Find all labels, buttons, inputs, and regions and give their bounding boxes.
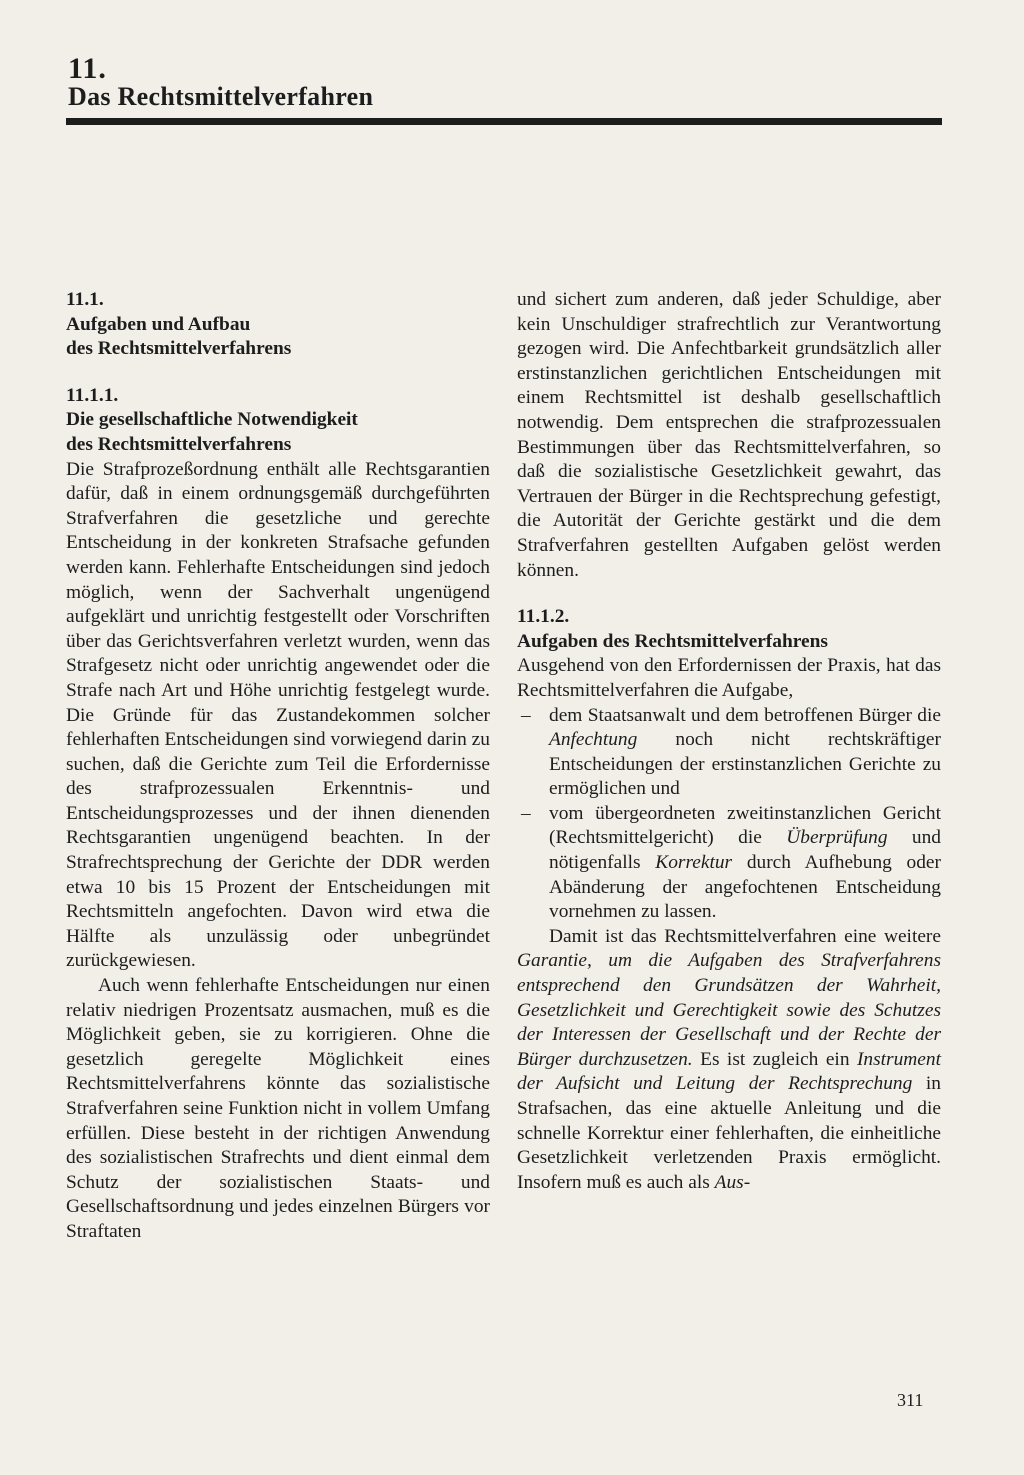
list-item-emphasis: Korrektur xyxy=(655,852,733,874)
list-item xyxy=(517,704,941,802)
body-paragraph-1: Die Strafprozeßordnung enthält alle Rechtsgarantien dafür, daß in einem ordnungsgemäß durchgeführten Strafverfahren die gesetzliche und gerechte Entscheidung in der konkreten Strafsache gefunden werden kann. Fehlerhafte Entscheidungen sind jedoch möglich, wenn der Sachverhalt ungenügend aufgeklärt und unrichtig festgestellt oder Vorschriften über das Gerichtsverfahren verletzt wurden, wenn das Strafgesetz nicht oder unrichtig angewendet oder die Strafe nach Art und Höhe unrichtig festgelegt wurde. Die Gründe für das Zustandekommen solcher fehlerhaften Entscheidungen sind vorwiegend darin zu suchen, daß die Gerichte zum Teil die Erfordernisse des strafprozessualen Erkenntnis- und Entscheidungsprozesses und der ihnen dienenden Rechtsgarantien ungenügend beachten. In der Strafrechtsprechung der Gerichte der DDR werden etwa 10 bis 15 Prozent der Entscheidungen mit Rechtsmitteln angefochten. Davon wird etwa die Hälfte als unzulässig oder unbegründet zurückgewiesen. xyxy=(66,458,490,972)
chapter-title: Das Rechtsmittelverfahren xyxy=(68,82,374,111)
paragraph-emphasis: Aus- xyxy=(714,1171,751,1193)
paragraph-emphasis: Instrument der Aufsicht und Leitung der Rechtsprechung xyxy=(517,1048,941,1095)
paragraph-emphasis: Garantie, um die Aufgaben des Strafverfahrens entsprechend den Grundsätzen der Wahrheit, Gesetzlichkeit und Gerechtigkeit sowie des Schutzes der Interessen der Gesellschaft und der Rechte der Bürger durchzusetzen. xyxy=(517,950,941,1070)
subsection-heading-1 xyxy=(66,384,490,458)
chapter-rule-divider xyxy=(66,118,942,125)
right-column xyxy=(517,288,941,1195)
subsection-title-1-line1: Die gesellschaftliche Notwendigkeit xyxy=(66,409,358,431)
body-paragraph-4 xyxy=(517,925,941,1196)
subsection-title-1-line2: des Rechtsmittelverfahrens xyxy=(66,433,292,455)
subsection-heading-2 xyxy=(517,605,941,654)
list-item-text: und nötigenfalls xyxy=(549,827,941,874)
body-paragraph-2: Auch wenn fehlerhafte Entscheidungen nur einen relativ niedrigen Prozentsatz ausmachen, muß es die Möglichkeit geben, sie zu korrigieren. Ohne die gesetzlich geregelte Möglichkeit eines Rechtsmittelverfahrens könnte das sozialistische Strafverfahren seine Funktion nicht in vollem Umfang erfüllen. Diese besteht in der richtigen Anwendung des sozialistischen Strafrechts und dient einmal dem Schutz der sozialistischen Staats- und Gesellschaftsordnung und jedes einzelnen Bürgers vor Straftaten xyxy=(66,975,490,1242)
page-number: 311 xyxy=(897,1390,924,1410)
list-item-emphasis: Anfechtung xyxy=(549,729,638,751)
list-item-emphasis: Überprüfung xyxy=(786,827,888,849)
list-item-text: vom übergeordneten zweitinstanzlichen Gericht (Rechtsmittelgericht) die xyxy=(549,802,941,849)
task-list xyxy=(517,704,941,925)
list-item xyxy=(517,802,941,925)
left-column xyxy=(66,288,490,1245)
section-title-line2: des Rechtsmittelverfahrens xyxy=(66,338,292,360)
subsection-title-2: Aufgaben des Rechtsmittelverfahrens xyxy=(517,630,828,652)
list-item-text: durch Aufhebung oder Abänderung der angefochtenen Entscheidung vornehmen zu lassen. xyxy=(549,852,941,923)
spacer xyxy=(517,583,941,605)
subsection-number-2: 11.1.2. xyxy=(517,606,570,628)
section-title-line1: Aufgaben und Aufbau xyxy=(66,313,251,335)
subsection-number-1: 11.1.1. xyxy=(66,384,119,406)
list-item-text: noch nicht rechtskräftiger Entscheidungen der erstinstanzlichen Gerichte zu ermöglichen und xyxy=(549,729,941,800)
paragraph-text: in Strafsachen, das eine aktuelle Anleitung und die schnelle Korrektur einer fehlerhaften, die einheitliche Gesetzlichkeit verletzenden Praxis ermöglicht. Insofern muß es auch als xyxy=(517,1073,941,1193)
paragraph-text: Es ist zugleich ein xyxy=(692,1048,857,1070)
chapter-number: 11. xyxy=(68,52,107,85)
body-paragraph-3: und sichert zum anderen, daß jeder Schuldige, aber kein Unschuldiger strafrechtlich zur Verantwortung gezogen wird. Die Anfechtbarkeit grundsätzlich aller erstinstanzlichen gerichtlichen Entscheidungen mit einem Rechtsmittel ist deshalb gesellschaftlich notwendig. Dem entsprechen die strafprozessualen Bestimmungen über das Rechtsmittelverfahren, so daß die sozialistische Gesetzlichkeit gewahrt, das Vertrauen der Bürger in die Rechtsprechung gefestigt, die Autorität der Gerichte gestärkt und die dem Strafverfahren gestellten Aufgaben gelöst werden können. xyxy=(517,289,941,581)
section-heading xyxy=(66,288,490,362)
paragraph-text: Damit ist das Rechtsmittelverfahren eine weitere xyxy=(549,925,941,947)
intro-paragraph: Ausgehend von den Erfordernissen der Praxis, hat das Rechtsmittelverfahren die Aufgabe, xyxy=(517,655,941,701)
section-number: 11.1. xyxy=(66,289,104,310)
list-item-text: dem Staatsanwalt und dem betroffenen Bürger die xyxy=(549,704,941,726)
